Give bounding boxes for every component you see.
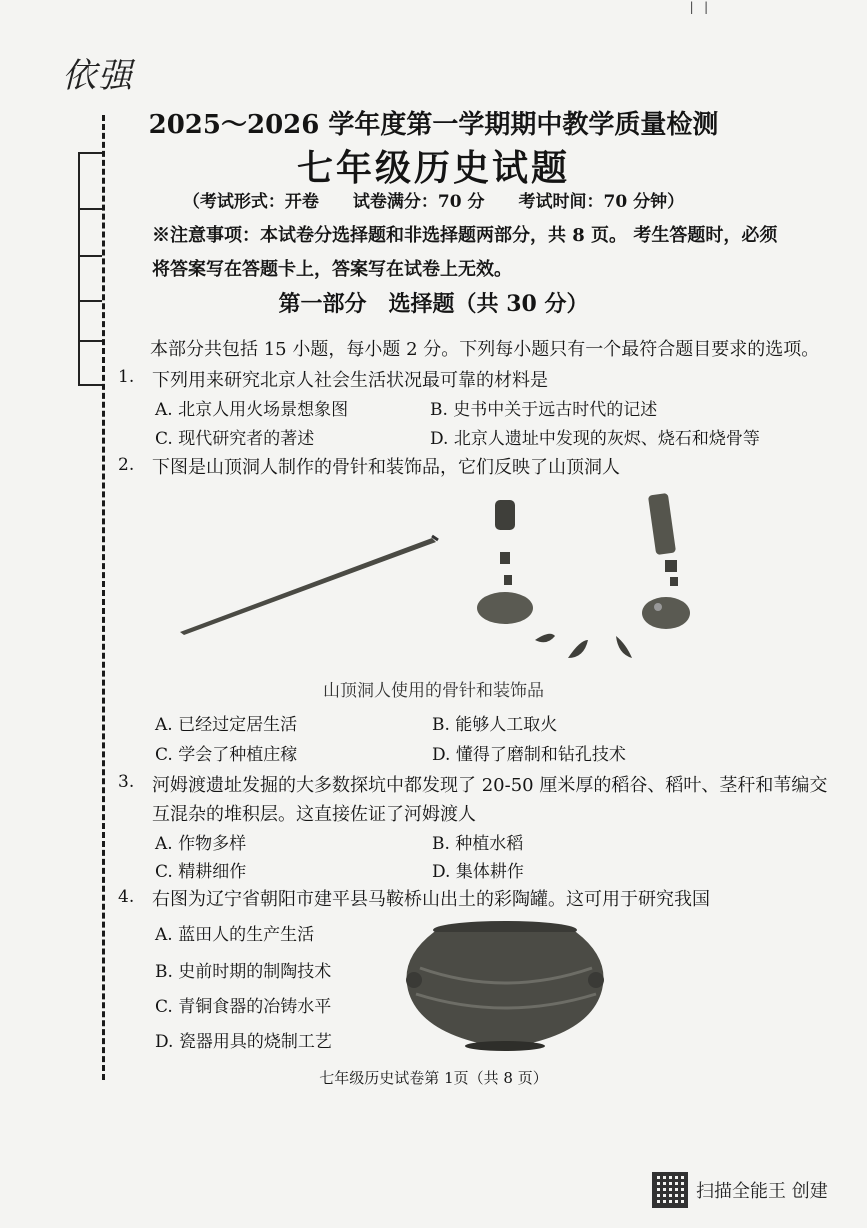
option-a: A. 蓝田人的生产生活 — [155, 925, 315, 945]
question-text: 河姆渡遗址发掘的大多数探坑中都发现了 20-50 厘米厚的稻谷、稻叶、茎秆和苇编交 — [152, 775, 828, 796]
option-a: A. 作物多样 — [155, 834, 247, 854]
question-number: 4. — [118, 887, 135, 907]
scanner-watermark-text: 扫描全能王 创建 — [696, 1181, 828, 1202]
ornaments — [477, 493, 690, 658]
question-number: 3. — [118, 772, 135, 792]
option-c: C. 精耕细作 — [155, 862, 247, 882]
question-number: 1. — [118, 367, 135, 387]
option-d: D. 瓷器用具的烧制工艺 — [155, 1032, 332, 1052]
question-text: 下图是山顶洞人制作的骨针和装饰品，它们反映了山顶洞人 — [152, 457, 620, 478]
question-text: 下列用来研究北京人社会生活状况最可靠的材料是 — [152, 370, 548, 391]
paper-title: 七年级历史试题 — [296, 147, 570, 189]
exam-title: 2025～2026 学年度第一学期期中教学质量检测 — [148, 110, 719, 140]
option-d: D. 集体耕作 — [432, 862, 524, 882]
figure-caption: 山顶洞人使用的骨针和装饰品 — [323, 681, 544, 701]
option-d: D. 北京人遗址中发现的灰烬、烧石和烧骨等 — [430, 429, 760, 449]
scanner-watermark — [652, 1172, 828, 1208]
option-a: A. 北京人用火场景想象图 — [155, 400, 349, 420]
question-text-continued: 互混杂的堆积层。这直接佐证了河姆渡人 — [152, 804, 476, 825]
option-b: B. 能够人工取火 — [432, 715, 558, 735]
option-a: A. 已经过定居生活 — [155, 715, 298, 735]
section-title: 第一部分 选择题（共 30 分） — [278, 291, 589, 317]
exam-info: （考试形式：开卷 试卷满分：70 分 考试时间：70 分钟） — [182, 192, 685, 212]
handwritten-name: 依强 — [62, 56, 134, 96]
bone-needle — [180, 536, 438, 635]
top-edge-marks: | | — [688, 0, 710, 14]
question-number: 2. — [118, 455, 135, 475]
question-text: 右图为辽宁省朝阳市建平县马鞍桥山出土的彩陶罐。这可用于研究我国 — [152, 889, 710, 910]
qr-code-icon — [652, 1172, 688, 1208]
option-c: C. 现代研究者的著述 — [155, 429, 315, 449]
binding-dashed-line — [102, 115, 105, 1080]
option-b: B. 史书中关于远古时代的记述 — [430, 400, 658, 420]
option-c: C. 学会了种植庄稼 — [155, 745, 298, 765]
painted-pottery-jar-figure — [400, 918, 610, 1053]
page-footer: 七年级历史试卷第 1页（共 8 页） — [319, 1069, 548, 1087]
option-c: C. 青铜食器的冶铸水平 — [155, 997, 332, 1017]
bone-needle-and-ornaments-figure — [170, 480, 730, 675]
option-b: B. 种植水稻 — [432, 834, 524, 854]
section-intro: 本部分共包括 15 小题，每小题 2 分。下列每小题只有一个最符合题目要求的选项。 — [150, 339, 820, 360]
binding-rule — [78, 255, 102, 257]
option-b: B. 史前时期的制陶技术 — [155, 962, 332, 982]
option-d: D. 懂得了磨制和钻孔技术 — [432, 745, 626, 765]
binding-rule — [78, 340, 102, 342]
notice: ※注意事项：本试卷分选择题和非选择题两部分，共 8 页。 考生答题时，必须将答案写在答题卡上，答案写在试卷上无效。 — [152, 225, 778, 280]
